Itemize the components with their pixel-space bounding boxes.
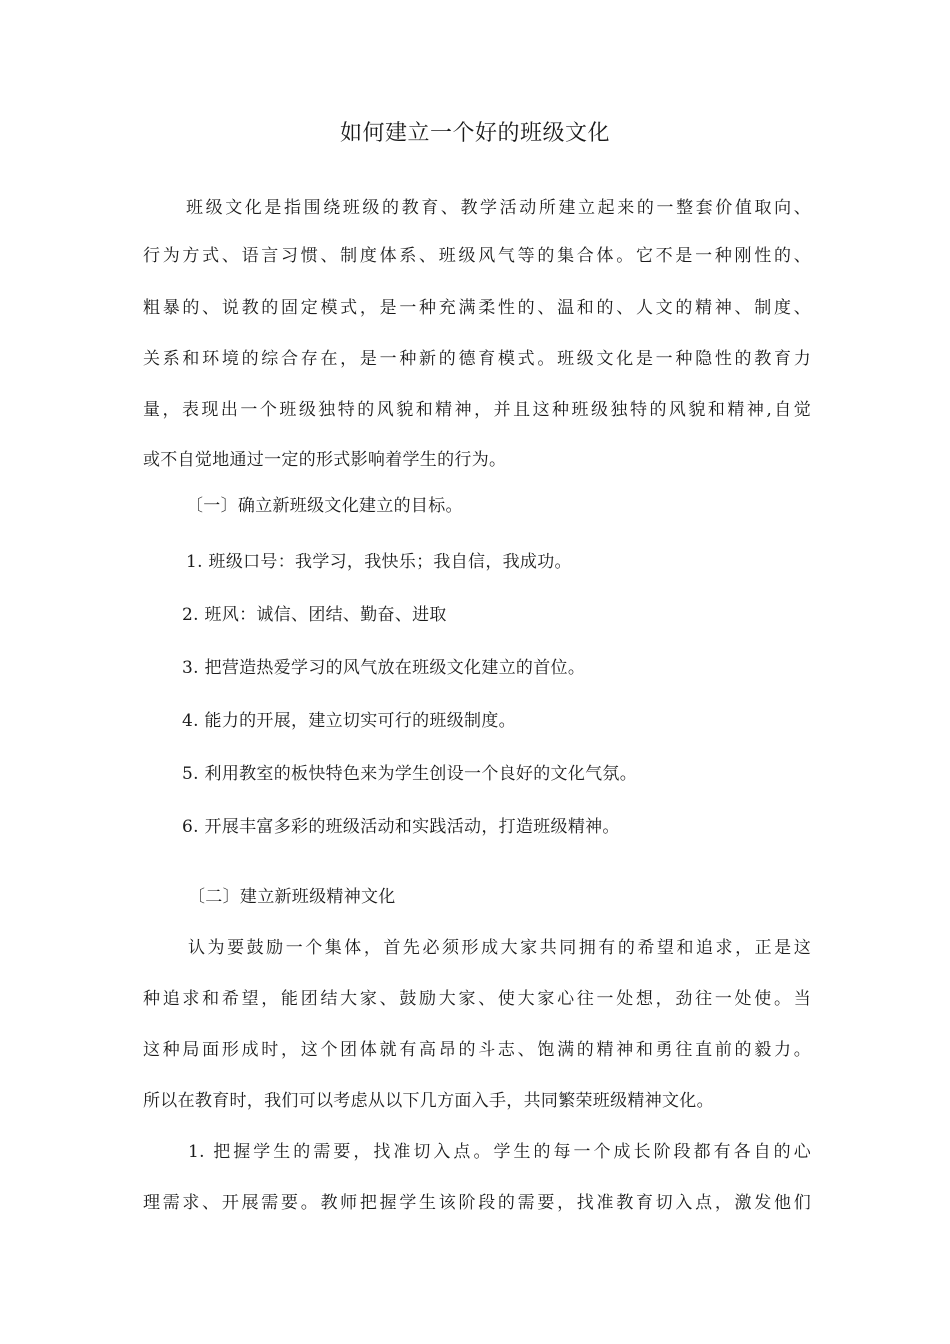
intro-line: 粗暴的、说教的固定模式，是一种充满柔性的、温和的、人文的精神、制度、	[143, 298, 811, 318]
intro-line: 关系和环境的综合存在，是一种新的德育模式。班级文化是一种隐性的教育力	[143, 349, 811, 369]
intro-line: 量，表现出一个班级独特的风貌和精神，并且这种班级独特的风貌和精神,自觉	[143, 400, 811, 420]
point1-line: 1. 把握学生的需要，找准切入点。学生的每一个成长阶段都有各自的心	[188, 1142, 811, 1162]
list-item: 5. 利用教室的板快特色来为学生创设一个良好的文化气氛。	[182, 764, 638, 784]
list-item: 3. 把营造热爱学习的风气放在班级文化建立的首位。	[182, 658, 586, 678]
intro-line: 行为方式、语言习惯、制度体系、班级风气等的集合体。它不是一种刚性的、	[143, 246, 811, 266]
document-title: 如何建立一个好的班级文化	[339, 121, 610, 146]
section2-line: 认为要鼓励一个集体，首先必须形成大家共同拥有的希望和追求，正是这	[188, 938, 811, 958]
section2-line: 这种局面形成时，这个团体就有高昂的斗志、饱满的精神和勇往直前的毅力。	[143, 1040, 811, 1060]
section1-heading: 〔一〕确立新班级文化建立的目标。	[186, 496, 463, 516]
section2-line: 种追求和希望，能团结大家、鼓励大家、使大家心往一处想，劲往一处使。当	[143, 989, 811, 1009]
intro-line: 或不自觉地通过一定的形式影响着学生的行为。	[143, 450, 507, 470]
section2-heading: 〔二〕建立新班级精神文化	[188, 887, 396, 907]
list-item: 2. 班风：诚信、团结、勤奋、进取	[182, 605, 447, 625]
list-item: 1. 班级口号：我学习，我快乐；我自信，我成功。	[186, 552, 572, 572]
point1-line: 理需求、开展需要。教师把握学生该阶段的需要，找准教育切入点，激发他们	[143, 1193, 811, 1213]
list-item: 6. 开展丰富多彩的班级活动和实践活动，打造班级精神。	[182, 817, 620, 837]
intro-line: 班级文化是指围绕班级的教育、教学活动所建立起来的一整套价值取向、	[186, 198, 811, 218]
list-item: 4. 能力的开展，建立切实可行的班级制度。	[182, 711, 516, 731]
section2-line: 所以在教育时，我们可以考虑从以下几方面入手，共同繁荣班级精神文化。	[143, 1091, 714, 1111]
